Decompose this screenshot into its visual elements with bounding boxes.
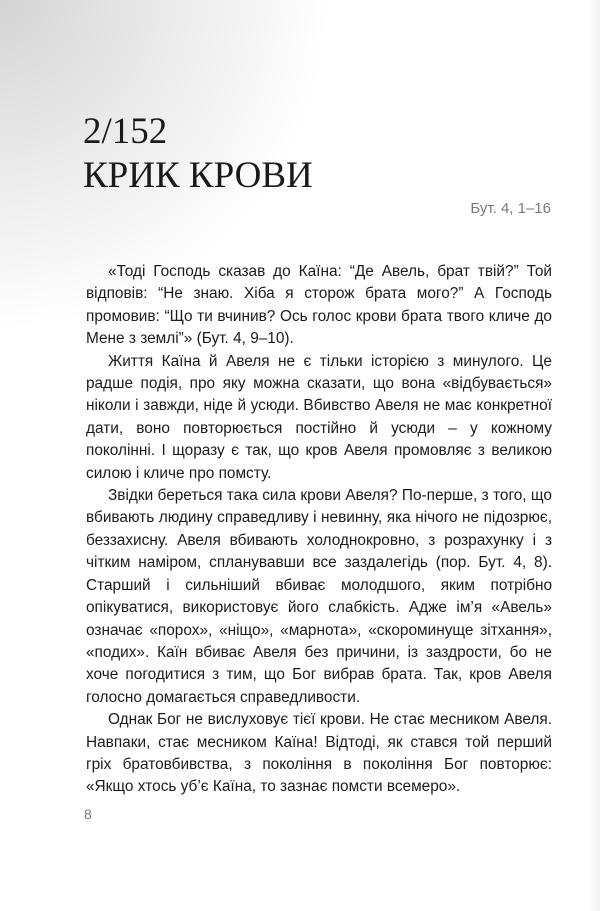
- page-number: 8: [84, 806, 92, 822]
- paragraph-quote: «Тоді Господь сказав до Каїна: “Де Авель, брат твій?” Той відповів: “Не знаю. Хіба я сторож брата мого?” А Господь промовив: “Що ти вчинив? Ось голос крови брата твого кличе до Мене з землі”» (Бут. 4, 9–10).: [86, 263, 552, 348]
- chapter-number: 2/152: [83, 111, 168, 152]
- chapter-body: [86, 261, 552, 799]
- paragraph: Звідки береться така сила крови Авеля? По-перше, з того, що вбивають людину справедливу і невинну, яка нічого не підозрює, беззахисну. Авеля вбивають холоднокровно, з розрахунку і з чітким наміром, спланувавши все заздалегідь (пор. Бут. 4, 8). Старший і сильніший вбиває молодшого, яким потрібно опікуватися, використовує його слабкість. Адже ім’я «Авель» означає «порох», «ніщо», «марнота», «скороминуще зітхання», «подих». Каїн вбиває Авеля без причини, із заздрости, бо не хоче погодитися з тим, що Бог вибрав брата. Так, кров Авеля голосно домагається справедливости.: [86, 487, 552, 706]
- scripture-reference: Бут. 4, 1–16: [470, 200, 551, 217]
- chapter-title: КРИК КРОВИ: [83, 155, 313, 196]
- paragraph: Життя Каїна й Авеля не є тільки історією з минулого. Це радше подія, про яку можна сказати, що вона «відбувається» ніколи і завжди, ніде й усюди. Вбивство Авеля не має конкретної дати, воно повторюється постійно й усюди – у кожному поколінні. І щоразу є так, що кров Авеля промовляє з великою силою і кличе про помсту.: [86, 352, 552, 482]
- chapter-heading: [83, 110, 313, 198]
- paragraph: Однак Бог не вислуховує тієї крови. Не стає месником Авеля. Навпаки, стає месником Каїна! Відтоді, як стався той перший гріх братовбивства, з покоління в покоління Бог повторює: «Якщо хтось уб’є Каїна, то зазнає помсти всемеро».: [86, 711, 552, 796]
